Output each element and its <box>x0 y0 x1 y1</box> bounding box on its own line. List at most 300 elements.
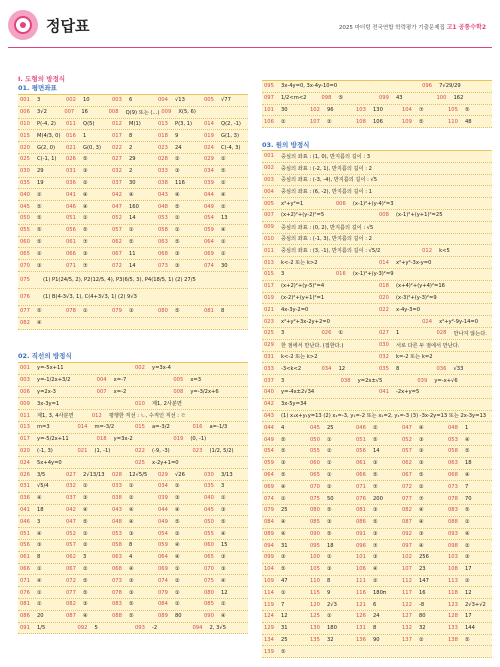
answer-value: ① <box>327 554 332 561</box>
answer-value: 중심의 좌표 : (3, -1), 반지름의 길이 : √5/2 <box>281 248 381 255</box>
problem-number: 130 <box>310 625 320 632</box>
problem-number: 030 <box>204 471 214 478</box>
problem-number: 106 <box>356 566 366 573</box>
answer-value: ③ <box>83 601 88 608</box>
problem-number: 088 <box>112 613 122 620</box>
problem-number: 037 <box>66 495 76 502</box>
table-row <box>262 210 492 222</box>
problem-number: 093 <box>448 530 458 537</box>
problem-number: 100 <box>310 554 320 561</box>
answer-value: 5 <box>94 624 98 631</box>
answer-cell <box>446 448 492 454</box>
answer-cell <box>262 531 308 537</box>
problem-number: 119 <box>264 601 274 608</box>
answer-value: 3x-3y=1 <box>37 400 60 407</box>
problem-number: 066 <box>20 565 30 572</box>
problem-number: 022 <box>379 306 389 313</box>
answer-value: ② <box>465 578 470 585</box>
answer-value: ⑦ <box>373 542 378 549</box>
answer-value: 256 <box>419 554 429 561</box>
answer-cell <box>156 601 202 607</box>
answer-cell <box>202 590 248 596</box>
answer-cell <box>156 121 202 127</box>
answer-cell <box>446 566 492 572</box>
problem-number: 092 <box>402 530 412 537</box>
answer-value: ④ <box>221 530 226 537</box>
answer-value: ③ <box>327 566 332 573</box>
answer-value: 25 <box>327 424 334 431</box>
table-row <box>18 107 248 119</box>
answer-value: y=-5x+11 <box>37 365 64 372</box>
problem-number: 046 <box>20 518 30 525</box>
answer-cell <box>156 263 202 269</box>
answer-value: ⑤ <box>281 436 286 443</box>
table-row <box>18 469 248 481</box>
problem-number: 139 <box>264 648 274 655</box>
answer-value: ⑤ <box>327 507 332 514</box>
problem-number: 010 <box>20 120 30 127</box>
answer-cell <box>64 204 110 210</box>
answer-value: ② <box>373 578 378 585</box>
table-row <box>262 552 492 564</box>
table-row <box>18 375 248 387</box>
answer-cell <box>308 425 354 431</box>
answer-cell <box>354 119 400 125</box>
table-row <box>18 260 248 272</box>
answer-cell <box>202 531 248 537</box>
problem-number: 094 <box>264 542 274 549</box>
problem-number: 080 <box>310 507 320 514</box>
problem-number: 004 <box>158 97 168 104</box>
answer-value: ④ <box>465 436 470 443</box>
problem-number: 039 <box>417 377 428 384</box>
answer-value: ③ <box>419 530 424 537</box>
problem-number: 043 <box>112 506 122 513</box>
answer-value: -8 <box>419 601 425 608</box>
answer-cell <box>308 613 354 619</box>
answer-cell <box>18 109 62 115</box>
answer-cell <box>18 495 64 501</box>
problem-number: 007 <box>64 109 75 116</box>
problem-number: 084 <box>264 519 274 526</box>
answer-value: ② <box>419 637 424 644</box>
problem-number: 060 <box>310 460 320 467</box>
answer-value: ④ <box>175 542 180 549</box>
answer-value: y=-5/2x+11 <box>37 436 69 443</box>
problem-number: 012 <box>112 120 122 127</box>
problem-number: 065 <box>204 554 214 561</box>
table-row <box>262 81 492 93</box>
problem-number: 113 <box>448 578 458 585</box>
problem-number: 083 <box>448 507 458 514</box>
answer-value: 14 <box>373 448 380 455</box>
problem-number: 070 <box>20 262 30 269</box>
answer-value: x-2y+1=0 <box>152 459 179 466</box>
problem-number: 049 <box>264 436 274 443</box>
problem-number: 042 <box>112 191 122 198</box>
answer-value: ② <box>419 483 424 490</box>
answer-value: 25 <box>281 507 288 514</box>
answer-value: 8 <box>327 578 331 585</box>
answer-value: ⑤ <box>83 518 88 525</box>
table-row <box>262 93 492 105</box>
problem-number: 013 <box>158 120 168 127</box>
answer-cell <box>400 590 446 596</box>
answer-value: x=-7 <box>113 377 127 384</box>
answer-value: x²+y²=1 <box>281 200 304 207</box>
answer-cell <box>64 566 110 572</box>
answer-cell <box>262 119 308 125</box>
problem-number: 098 <box>321 95 332 102</box>
answer-value: ⑤ <box>327 530 332 537</box>
answer-cell <box>64 531 110 537</box>
answer-cell <box>308 590 354 596</box>
table-row <box>262 116 492 128</box>
answer-value: ⑤ <box>37 227 42 234</box>
answer-value: ④ <box>419 542 424 549</box>
answer-cell <box>308 519 354 525</box>
answer-cell <box>191 625 249 631</box>
table-row <box>18 446 248 458</box>
problem-number: 038 <box>340 377 351 384</box>
answer-cell <box>400 472 446 478</box>
answer-cell <box>64 590 110 596</box>
problem-number: 041 <box>66 191 76 198</box>
answer-cell <box>202 156 248 162</box>
answer-value: 30 <box>129 179 136 186</box>
answer-cell <box>420 248 492 254</box>
problem-number: 090 <box>310 530 320 537</box>
problem-number: 138 <box>448 637 458 644</box>
problem-number: 016 <box>192 424 203 431</box>
answer-cell <box>308 472 354 478</box>
answer-value: ⑦ <box>419 495 424 502</box>
answer-value: ⑤ <box>373 471 378 478</box>
problem-number: 014 <box>204 120 214 127</box>
problem-number: 061 <box>20 554 30 561</box>
problem-number: 123 <box>448 601 458 608</box>
answer-cell <box>110 554 156 560</box>
answer-cell <box>110 308 156 314</box>
table-row <box>18 142 248 154</box>
problem-number: 079 <box>264 507 274 514</box>
answer-value: ① <box>175 227 180 234</box>
table-row <box>18 587 248 599</box>
answer-cell <box>133 400 248 407</box>
answer-value: 12 <box>221 589 228 596</box>
problem-number: 006 <box>20 109 30 116</box>
answer-value: C(-1, 1) <box>37 156 57 163</box>
answer-value: y=-3/2x+6 <box>190 388 219 395</box>
answer-value: 47 <box>281 578 288 585</box>
answer-value: ⑤ <box>465 507 470 514</box>
answer-value: (x-1)²+(y-3)²=9 <box>352 271 394 278</box>
answer-cell <box>18 192 64 198</box>
answer-value: 30 <box>221 262 228 269</box>
answer-value: ③ <box>373 507 378 514</box>
problem-number: 058 <box>448 448 458 455</box>
problem-number: 047 <box>112 203 122 210</box>
answer-value: 11 <box>129 250 136 257</box>
problem-number: 015 <box>20 132 30 139</box>
answer-cell <box>308 578 354 584</box>
answer-cell <box>64 227 110 233</box>
answer-cell <box>171 436 248 442</box>
problem-number: 056 <box>356 448 366 455</box>
answer-value: ② <box>221 156 226 163</box>
problem-number: 073 <box>448 483 458 490</box>
problem-number: 086 <box>20 613 30 620</box>
problem-number: 045 <box>204 506 214 513</box>
answer-value: 4 <box>129 554 133 561</box>
answer-value: y=-1/2x+3/2 <box>37 377 71 384</box>
problem-number: 032 <box>379 353 389 360</box>
answer-value: (x-3)²+(y-3)²=9 <box>396 294 437 301</box>
problem-number: 058 <box>112 542 122 549</box>
problem-number: 008 <box>173 388 184 395</box>
answer-value: 1/5 <box>37 624 46 631</box>
problem-number: 035 <box>379 365 389 372</box>
answer-value: P(-4, 2) <box>37 120 56 127</box>
answer-cell <box>202 601 248 607</box>
answer-cell <box>308 543 354 549</box>
problem-number: 129 <box>264 625 274 632</box>
problem-number: 082 <box>20 320 30 327</box>
problem-number: 091 <box>20 624 30 631</box>
table-row <box>262 352 492 364</box>
answer-cell <box>446 554 492 560</box>
answer-cell <box>262 625 308 631</box>
answer-cell <box>262 437 308 443</box>
answer-value: M(1) <box>129 120 141 127</box>
table-row <box>262 363 492 375</box>
problem-number: 054 <box>158 530 168 537</box>
problem-number: 035 <box>20 179 30 186</box>
problem-number: 071 <box>66 262 76 269</box>
problem-number: 036 <box>436 365 447 372</box>
answer-value: √33 <box>453 365 464 372</box>
problem-number: 017 <box>264 283 274 290</box>
answer-cell <box>262 566 308 572</box>
answer-cell <box>308 531 354 537</box>
answer-value: 17 <box>465 566 472 573</box>
answer-value: 31 <box>281 625 288 632</box>
answer-value: ⑦ <box>373 483 378 490</box>
answer-cell <box>156 156 202 162</box>
table-row <box>18 552 248 564</box>
problem-number: 017 <box>20 436 30 443</box>
answer-cell <box>308 107 354 113</box>
problem-number: 069 <box>264 483 274 490</box>
answer-cell <box>262 484 308 490</box>
answer-cell <box>262 224 492 231</box>
problem-number: 019 <box>264 294 274 301</box>
page-title: 정답표 <box>46 17 90 35</box>
answer-cell <box>18 239 64 245</box>
table-row <box>18 410 248 422</box>
header-divider <box>8 47 492 48</box>
answer-value: 23 <box>419 566 426 573</box>
answer-value: 3 <box>281 271 285 278</box>
problem-number: 078 <box>112 589 122 596</box>
problem-number: 001 <box>20 365 30 372</box>
problem-number: 044 <box>264 424 274 431</box>
answer-value: ③ <box>129 308 134 315</box>
answer-value: 9 <box>175 132 179 139</box>
problem-number: 005 <box>264 200 274 207</box>
answer-value: 3 <box>37 97 41 104</box>
answer-cell <box>262 165 492 172</box>
problem-number: 033 <box>158 168 168 175</box>
answer-cell <box>308 496 354 502</box>
answer-cell <box>64 308 110 314</box>
answer-value: ③ <box>129 530 134 537</box>
answer-cell <box>262 342 377 349</box>
answer-cell <box>156 227 202 233</box>
answer-value: 15 <box>221 542 228 549</box>
answer-cell <box>354 625 400 631</box>
problem-number: 085 <box>310 519 320 526</box>
answer-value: ⑤ <box>281 471 286 478</box>
problem-number: 078 <box>66 308 76 315</box>
answer-value: ③ <box>221 506 226 513</box>
table-row <box>262 186 492 198</box>
table-row <box>262 458 492 470</box>
table-row <box>262 611 492 623</box>
answer-value: G(0, 3) <box>83 144 101 151</box>
answer-cell <box>308 119 354 125</box>
answer-value: 70 <box>465 495 472 502</box>
answer-value: 96 <box>327 106 334 113</box>
answer-value: ⑤ <box>37 238 42 245</box>
answer-value: ① <box>327 460 332 467</box>
problem-number: 137 <box>402 637 412 644</box>
answer-cell <box>110 542 156 548</box>
problem-number: 100 <box>436 95 447 102</box>
answer-cell <box>354 484 400 490</box>
answer-value: ④ <box>221 191 226 198</box>
answer-cell <box>18 377 95 383</box>
answer-value: ① <box>37 589 42 596</box>
section-subtitle-1-2: 02. 직선의 방정식 <box>18 352 72 360</box>
answer-value: ④ <box>465 530 470 537</box>
answer-value: ⑤ <box>37 203 42 210</box>
problem-number: 095 <box>310 542 320 549</box>
answer-value: 중심의 좌표 : (-3, -4), 반지름의 길이 : √5 <box>281 177 378 184</box>
answer-value: ① <box>83 308 88 315</box>
problem-number: 038 <box>158 179 168 186</box>
problem-number: 105 <box>448 106 458 113</box>
table-row <box>18 154 248 166</box>
answer-value: x=-2 <box>113 388 127 395</box>
answer-cell <box>110 613 156 619</box>
answer-value: -2x+y=5 <box>396 389 420 396</box>
answer-cell <box>18 424 76 430</box>
problem-number: 002 <box>135 365 145 372</box>
table-row <box>18 422 248 434</box>
answer-cell <box>110 156 156 162</box>
answer-value: ① <box>338 330 344 337</box>
answer-value: ⑤ <box>175 203 180 210</box>
problem-number: 002 <box>264 165 274 172</box>
answer-value: k=-2 또는 k=2 <box>396 354 433 361</box>
problem-number: 067 <box>402 471 412 478</box>
problem-number: 105 <box>310 566 320 573</box>
answer-value: ④ <box>83 203 88 210</box>
problem-number: 039 <box>204 179 214 186</box>
answer-cell <box>400 625 446 631</box>
problem-number: 136 <box>356 637 366 644</box>
problem-number: 014 <box>77 424 88 431</box>
problem-number: 051 <box>20 530 30 537</box>
answer-cell <box>354 637 400 643</box>
problem-number: 110 <box>448 118 458 125</box>
problem-number: 096 <box>356 542 366 549</box>
answer-cell <box>110 472 156 478</box>
answer-value: ④ <box>419 519 424 526</box>
answer-cell <box>262 319 420 325</box>
answer-value: ⑤ <box>281 566 286 573</box>
answer-value: ② <box>175 530 180 537</box>
answer-cell <box>308 460 354 466</box>
answer-cell <box>18 227 64 233</box>
answer-cell <box>308 566 354 572</box>
answer-cell <box>262 212 377 218</box>
answer-cell <box>262 366 320 372</box>
problem-number: 079 <box>158 589 168 596</box>
answer-value: ③ <box>83 168 88 175</box>
problem-number: 016 <box>66 132 76 139</box>
answer-cell <box>156 204 202 210</box>
problem-number: 048 <box>448 424 458 431</box>
answer-value: 3 <box>281 377 285 384</box>
table-row <box>18 599 248 611</box>
answer-value: ③ <box>37 262 42 269</box>
answer-value: ③ <box>465 554 470 561</box>
problem-number: 010 <box>264 235 274 242</box>
answer-value: x²+y²-9y-14=0 <box>439 318 479 325</box>
problem-number: 020 <box>20 447 30 454</box>
answer-value: x=3 <box>190 377 202 384</box>
answer-cell <box>18 507 64 513</box>
answer-cell <box>202 168 248 174</box>
answer-value: ④ <box>419 424 424 431</box>
answer-value: ① <box>175 589 180 596</box>
problem-number: 007 <box>96 388 107 395</box>
answer-cell <box>446 519 492 525</box>
problem-number: 084 <box>158 601 168 608</box>
answer-value: 80 <box>419 613 426 620</box>
answer-cell <box>202 239 248 245</box>
table-row <box>18 248 248 260</box>
answer-cell <box>446 507 492 513</box>
answer-value: y=2x-3 <box>37 388 56 395</box>
answer-cell <box>354 531 400 537</box>
answer-value: y=-4x±2√34 <box>281 389 315 396</box>
problem-number: 003 <box>264 176 274 183</box>
answer-cell <box>435 330 493 337</box>
table-row <box>262 446 492 458</box>
problem-number: 019 <box>204 132 214 139</box>
problem-number: 115 <box>310 589 320 596</box>
problem-number: 059 <box>204 227 214 234</box>
table-row <box>18 119 248 131</box>
problem-number: 085 <box>204 601 214 608</box>
problem-number: 089 <box>158 613 168 620</box>
answer-cell <box>64 97 110 103</box>
answer-cell <box>262 590 308 596</box>
answer-cell <box>202 554 248 560</box>
